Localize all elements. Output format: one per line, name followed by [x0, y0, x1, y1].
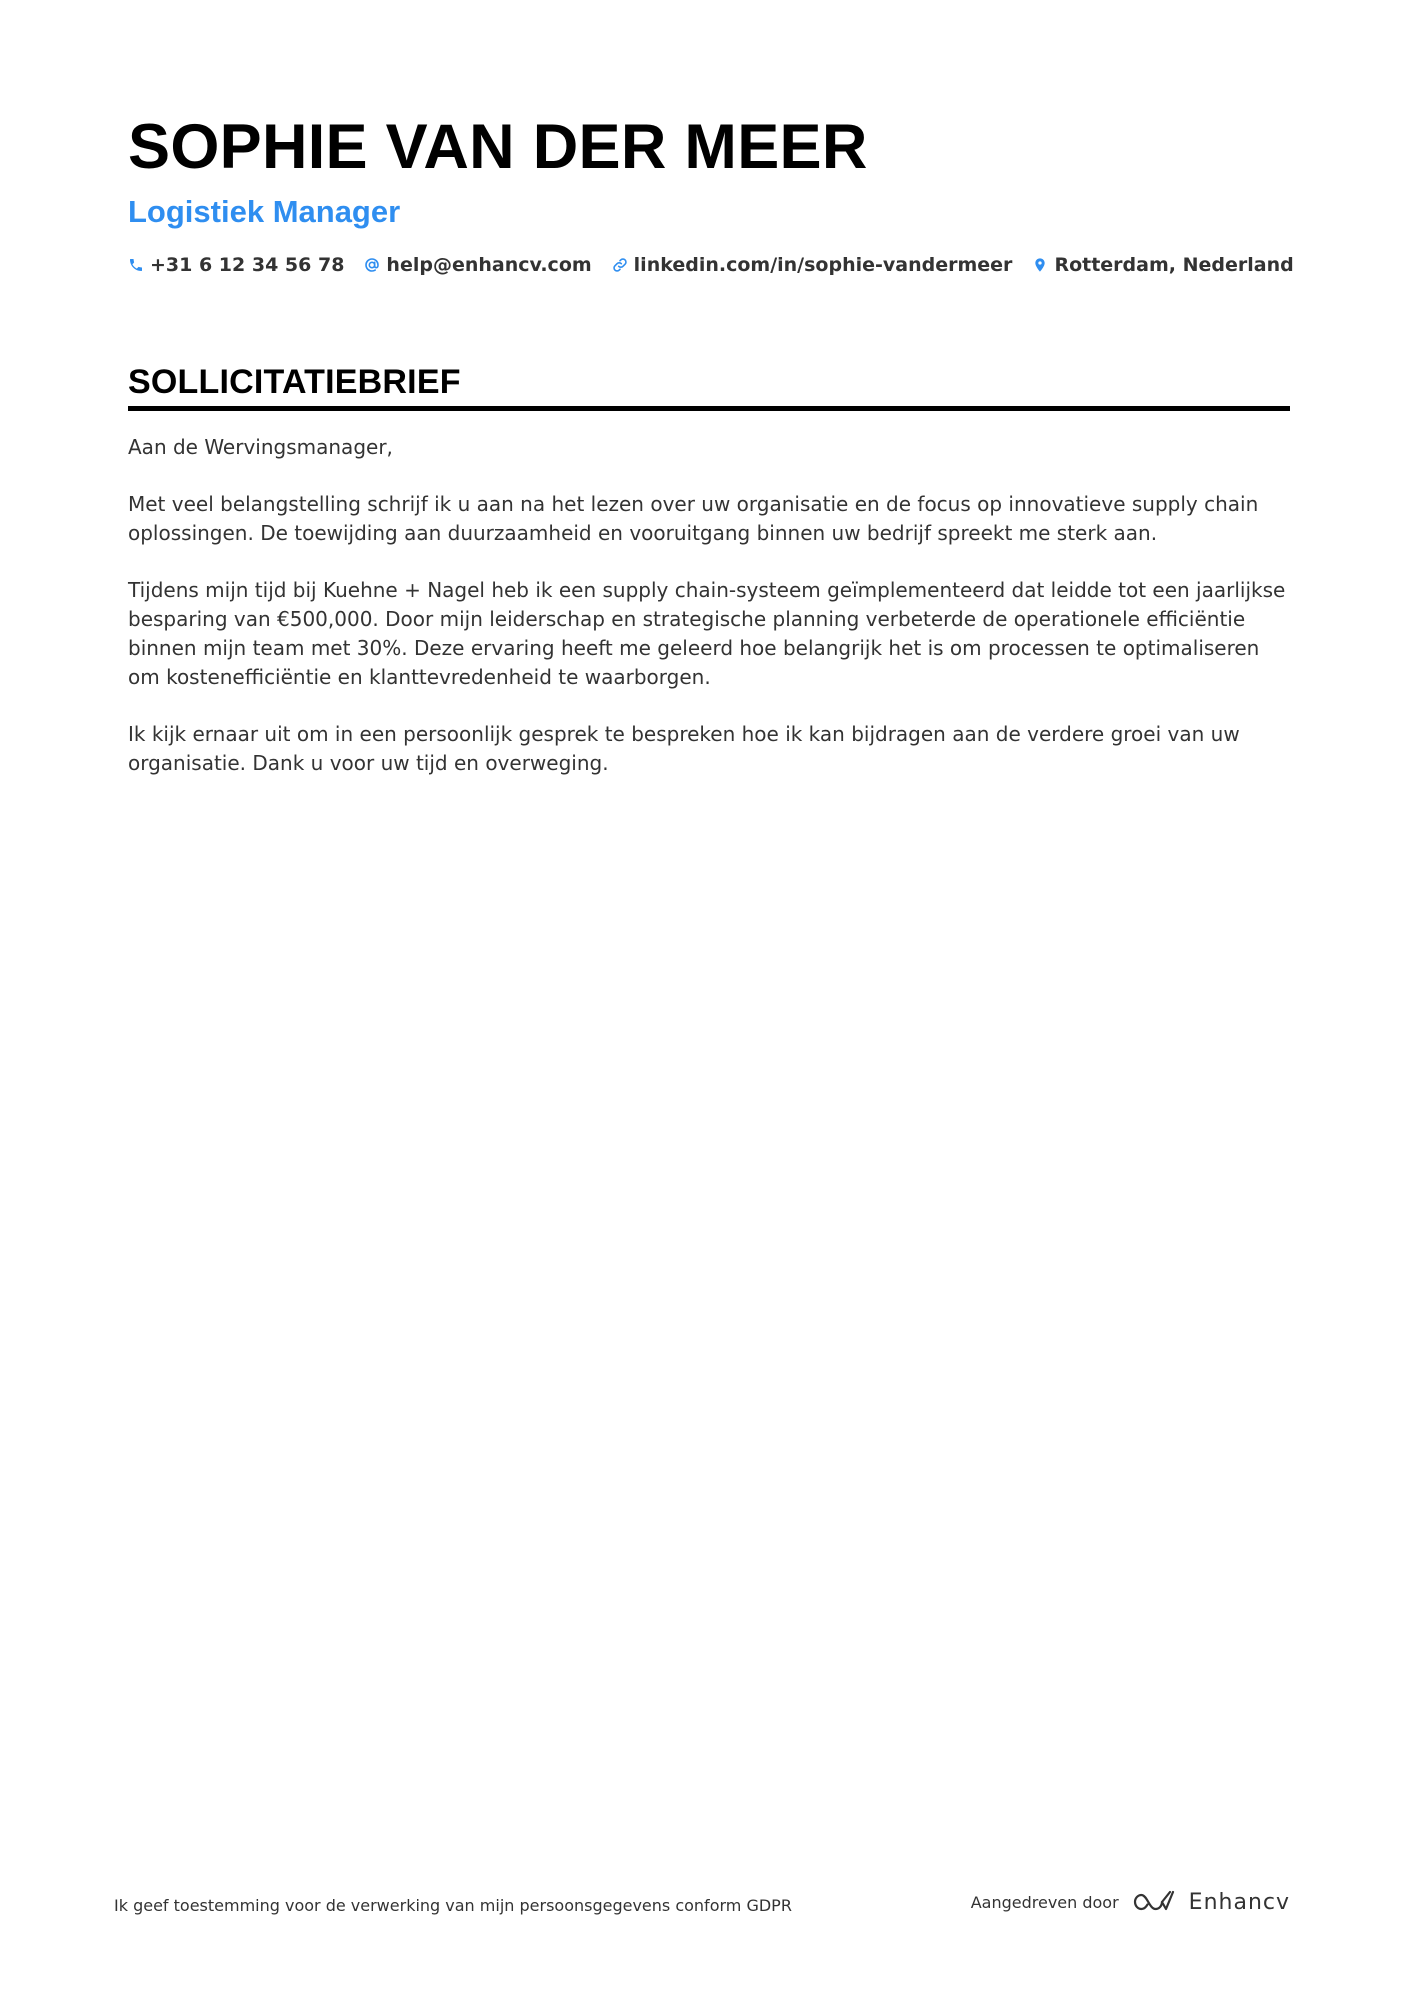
powered-by[interactable] — [971, 1888, 1290, 1916]
letter-body — [128, 433, 1290, 778]
contact-phone[interactable] — [128, 254, 344, 276]
contact-location — [1032, 254, 1293, 276]
location-text: Rotterdam, Nederland — [1054, 254, 1294, 276]
cover-letter-page — [128, 110, 1294, 806]
phone-icon — [128, 257, 144, 273]
gdpr-consent: Ik geef toestemming voor de verwerking van mijn persoonsgegevens conform GDPR — [114, 1896, 792, 1915]
letter-paragraph: Tijdens mijn tijd bij Kuehne + Nagel heb ik een supply chain-systeem geïmplementeerd dat leidde tot een jaarlijkse besparing van €500,000. Door mijn leiderschap en strategische planning verbeterde de operationele efficiëntie binnen mijn team met 30%. Deze ervaring heeft me geleerd hoe belangrijk het is om processen te optimaliseren om kostenefficiëntie en klanttevredenheid te waarborgen. — [128, 578, 1286, 689]
email-address: help@enhancv.com — [386, 254, 592, 276]
enhancv-logo-icon — [1131, 1888, 1177, 1916]
phone-number: +31 6 12 34 56 78 — [150, 254, 345, 276]
letter-greeting: Aan de Wervingsmanager, — [128, 435, 393, 459]
job-title: Logistiek Manager — [128, 194, 401, 229]
letter-paragraph: Ik kijk ernaar uit om in een persoonlijk gesprek te bespreken hoe ik kan bijdragen aan de verdere groei van uw organisatie. Dank u voor uw tijd en overweging. — [128, 722, 1240, 775]
letter-paragraph: Met veel belangstelling schrijf ik u aan na het lezen over uw organisatie en de focus op innovatieve supply chain oplossingen. De toewijding aan duurzaamheid en vooruitgang binnen uw bedrijf spreekt me sterk aan. — [128, 492, 1259, 545]
link-icon — [612, 257, 628, 273]
powered-by-label: Aangedreven door — [970, 1892, 1119, 1912]
candidate-name: SOPHIE VAN DER MEER — [128, 112, 868, 182]
contact-linkedin[interactable] — [612, 254, 1013, 276]
linkedin-url: linkedin.com/in/sophie-vandermeer — [633, 254, 1013, 276]
at-icon — [364, 257, 380, 273]
contact-email[interactable] — [364, 254, 591, 276]
section-heading: SOLLICITATIEBRIEF — [128, 362, 1290, 411]
contact-bar — [128, 254, 1294, 276]
enhancv-brand: Enhancv — [1188, 1889, 1290, 1915]
location-pin-icon — [1032, 257, 1048, 273]
